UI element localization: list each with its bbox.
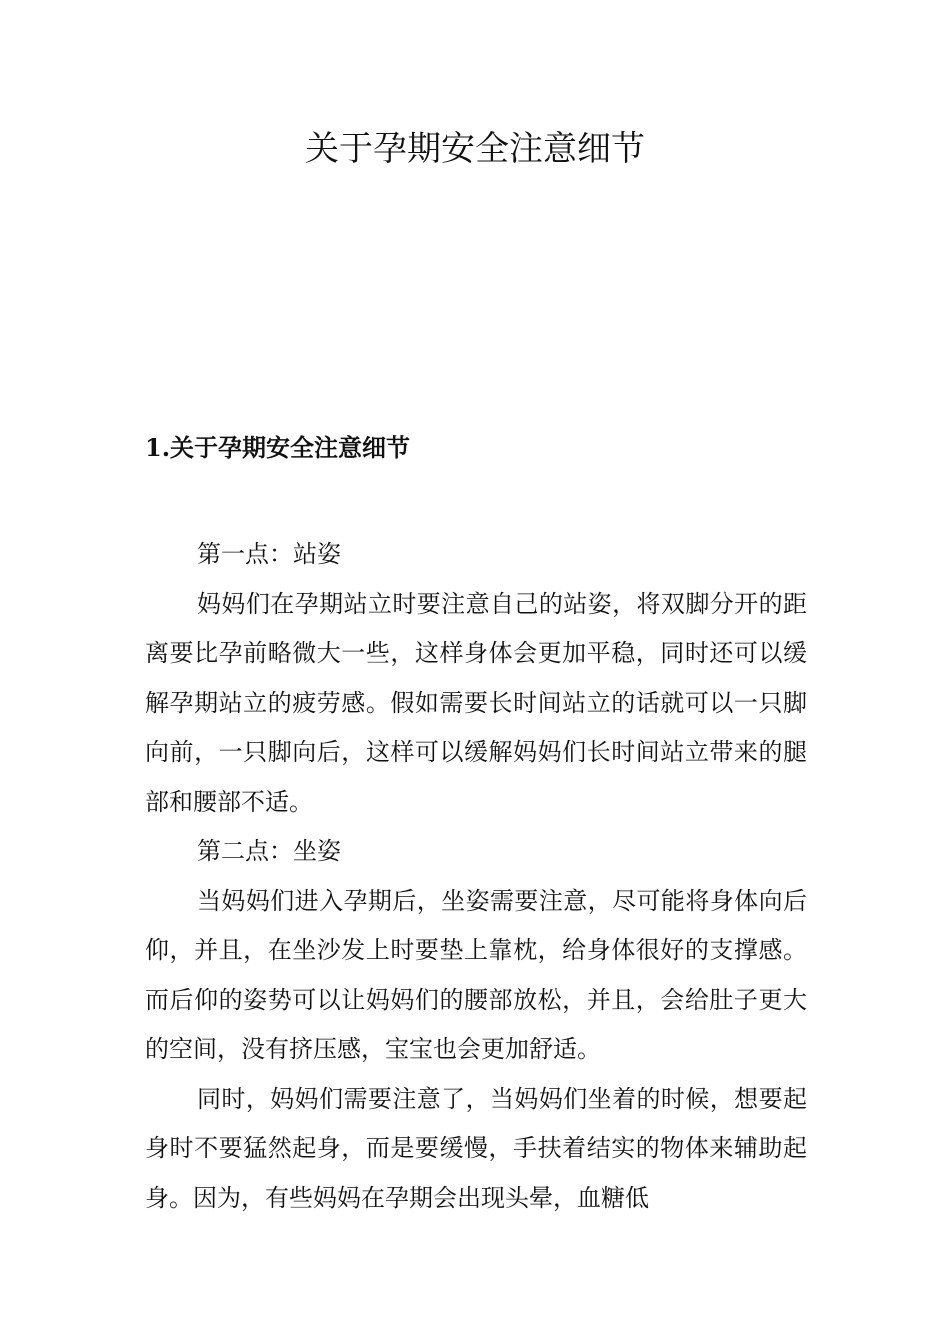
paragraph-standing-posture: 妈妈们在孕期站立时要注意自己的站姿，将双脚分开的距离要比孕前略微大一些，这样身体会更加平稳，同时还可以缓解孕期站立的疲劳感。假如需要长时间站立的话就可以一只脚向前，一只脚向后，这样可以缓解妈妈们长时间站立带来的腿部和腰部不适。 (145, 589, 807, 816)
document-body (145, 530, 807, 1223)
section-heading: 1.关于孕期安全注意细节 (145, 433, 411, 462)
subheading-standing-posture: 第一点：站姿 (197, 540, 341, 568)
subheading-sitting-posture: 第二点：坐姿 (197, 837, 341, 865)
paragraph-standing-up: 同时，妈妈们需要注意了，当妈妈们坐着的时候，想要起身时不要猛然起身，而是要缓慢，手扶着结实的物体来辅助起身。因为，有些妈妈在孕期会出现头晕，血糖低 (145, 1084, 807, 1212)
paragraph-sitting-posture: 当妈妈们进入孕期后，坐姿需要注意，尽可能将身体向后仰，并且，在坐沙发上时要垫上靠枕，给身体很好的支撑感。而后仰的姿势可以让妈妈们的腰部放松，并且，会给肚子更大的空间，没有挤压感，宝宝也会更加舒适。 (145, 886, 807, 1063)
document-title: 关于孕期安全注意细节 (305, 129, 645, 169)
